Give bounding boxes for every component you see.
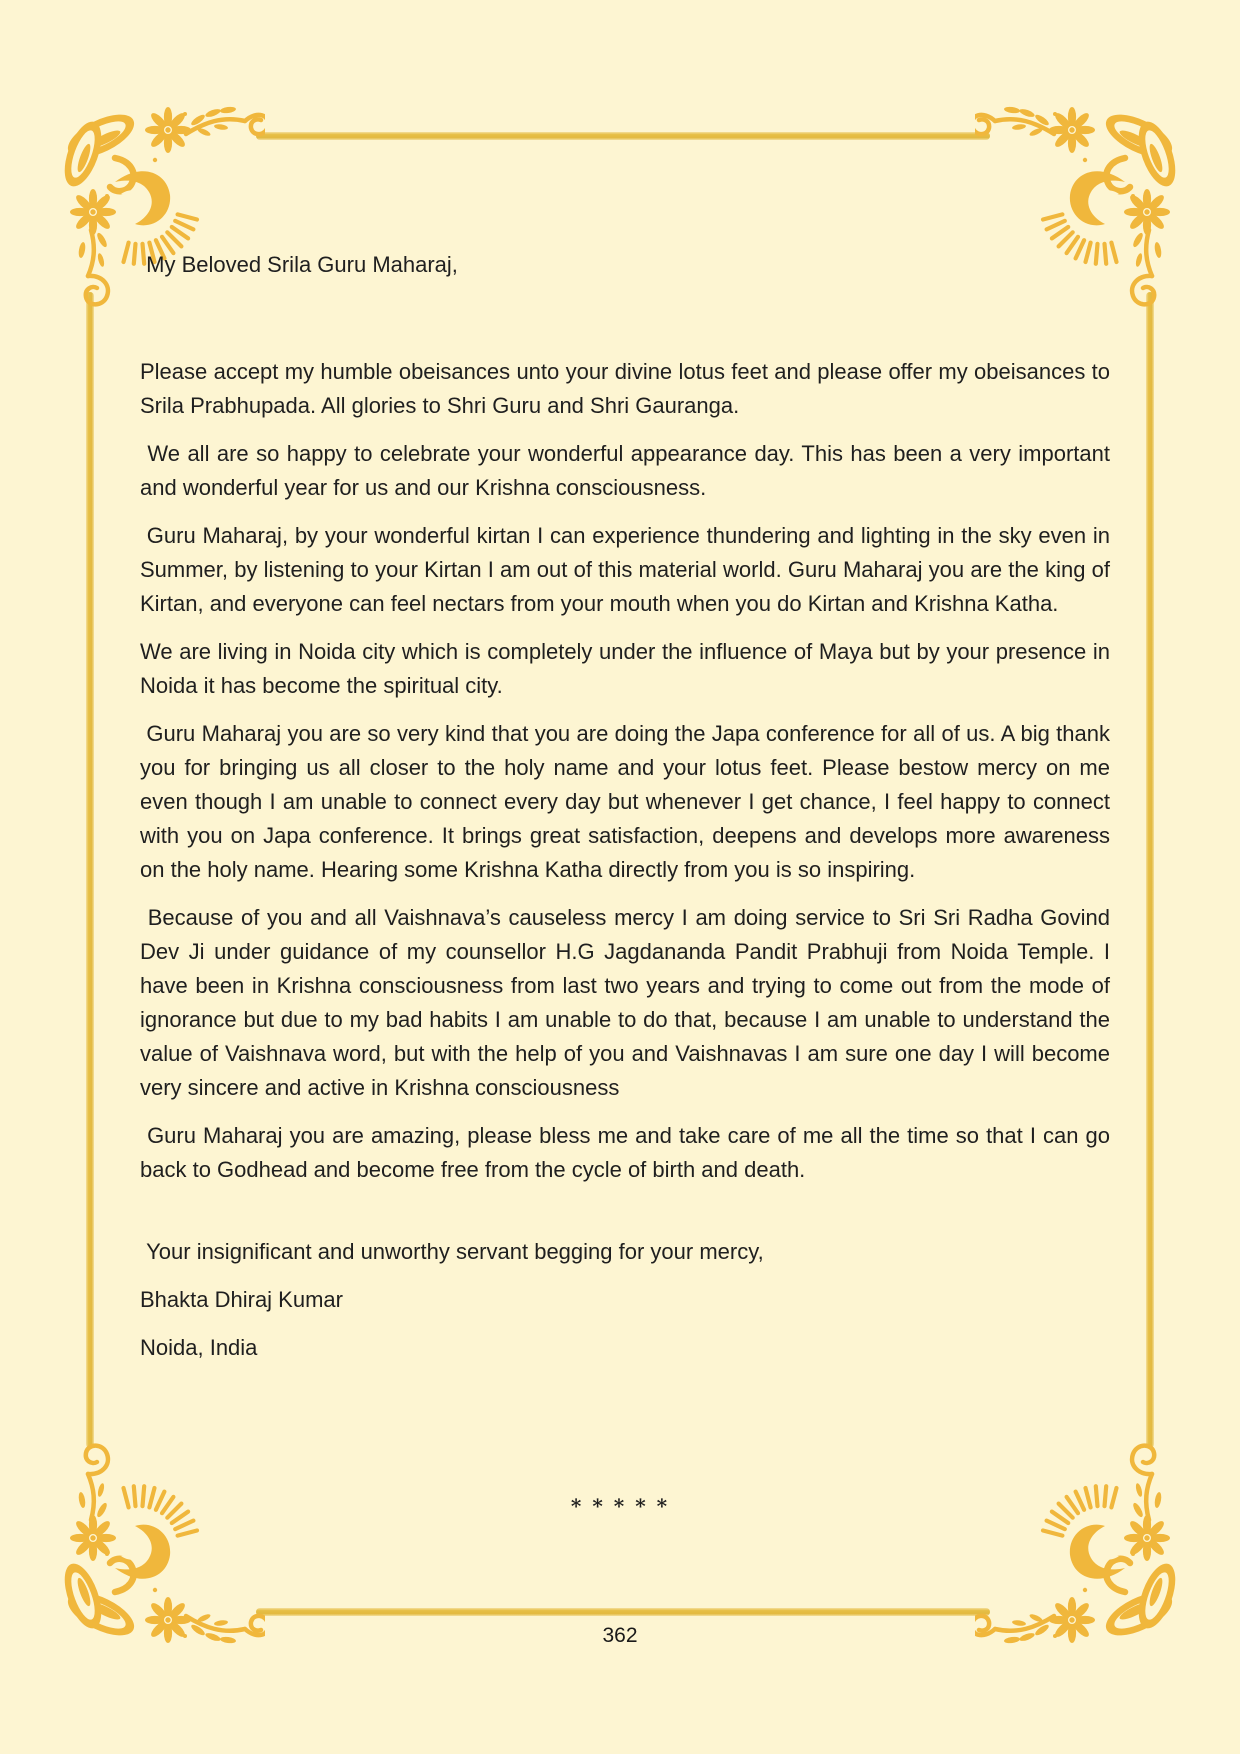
frame-line-bottom xyxy=(256,1608,990,1616)
closing-block xyxy=(140,1235,1110,1365)
letter-paragraph: Because of you and all Vaishnava’s causeless mercy I am doing service to Sri Sri Radha Govind Dev Ji under guidance of my counsellor H.G Jagdananda Pandit Prabhuji from Noida Temple. I have been in Krishna consciousness from last two years and trying to come out from the mode of ignorance but due to my bad habits I am unable to do that, because I am unable to understand the value of Vaishnava word, but with the help of you and Vaishnavas I am sure one day I will become very sincere and active in Krishna consciousness xyxy=(140,905,1117,1100)
closing-line: Your insignificant and unworthy servant begging for your mercy, xyxy=(140,1239,764,1264)
frame-line-top xyxy=(256,132,990,140)
floral-corner-bottom-right-icon xyxy=(975,1420,1185,1650)
frame-line-left xyxy=(86,292,94,1448)
section-separator: * * * * * xyxy=(570,1494,670,1518)
signature-name: Bhakta Dhiraj Kumar xyxy=(140,1287,343,1312)
frame-line-right xyxy=(1146,292,1154,1448)
letter-paragraph: Guru Maharaj you are amazing, please bless me and take care of me all the time so that I can go back to Godhead and become free from the cycle of birth and death. xyxy=(140,1123,1117,1182)
letter-body xyxy=(140,248,1117,1379)
letter-paragraph: Guru Maharaj you are so very kind that you are doing the Japa conference for all of us. A big thank you for bringing us all closer to the holy name and your lotus feet. Please bestow mercy on me even though I am unable to connect every day but whenever I get chance, I feel happy to connect with you on Japa conference. It brings great satisfaction, deepens and develops more awareness on the holy name. Hearing some Krishna Katha directly from you is so inspiring. xyxy=(140,721,1117,882)
letter-paragraph: We are living in Noida city which is completely under the influence of Maya but by your presence in Noida it has become the spiritual city. xyxy=(140,639,1117,698)
signature-location: Noida, India xyxy=(140,1335,258,1360)
salutation: My Beloved Srila Guru Maharaj, xyxy=(140,252,458,277)
letter-paragraph: Guru Maharaj, by your wonderful kirtan I can experience thundering and lighting in the sky even in Summer, by listening to your Kirtan I am out of this material world. Guru Maharaj you are the king of Kirtan, and everyone can feel nectars from your mouth when you do Kirtan and Krishna Katha. xyxy=(140,523,1117,616)
floral-corner-bottom-left-icon xyxy=(55,1420,265,1650)
letter-paragraph: Please accept my humble obeisances unto your divine lotus feet and please offer my obeisances to Srila Prabhupada. All glories to Shri Guru and Shri Gauranga. xyxy=(140,359,1117,418)
page-number: 362 xyxy=(602,1624,638,1647)
letter-paragraph: We all are so happy to celebrate your wonderful appearance day. This has been a very important and wonderful year for us and our Krishna consciousness. xyxy=(140,441,1117,500)
